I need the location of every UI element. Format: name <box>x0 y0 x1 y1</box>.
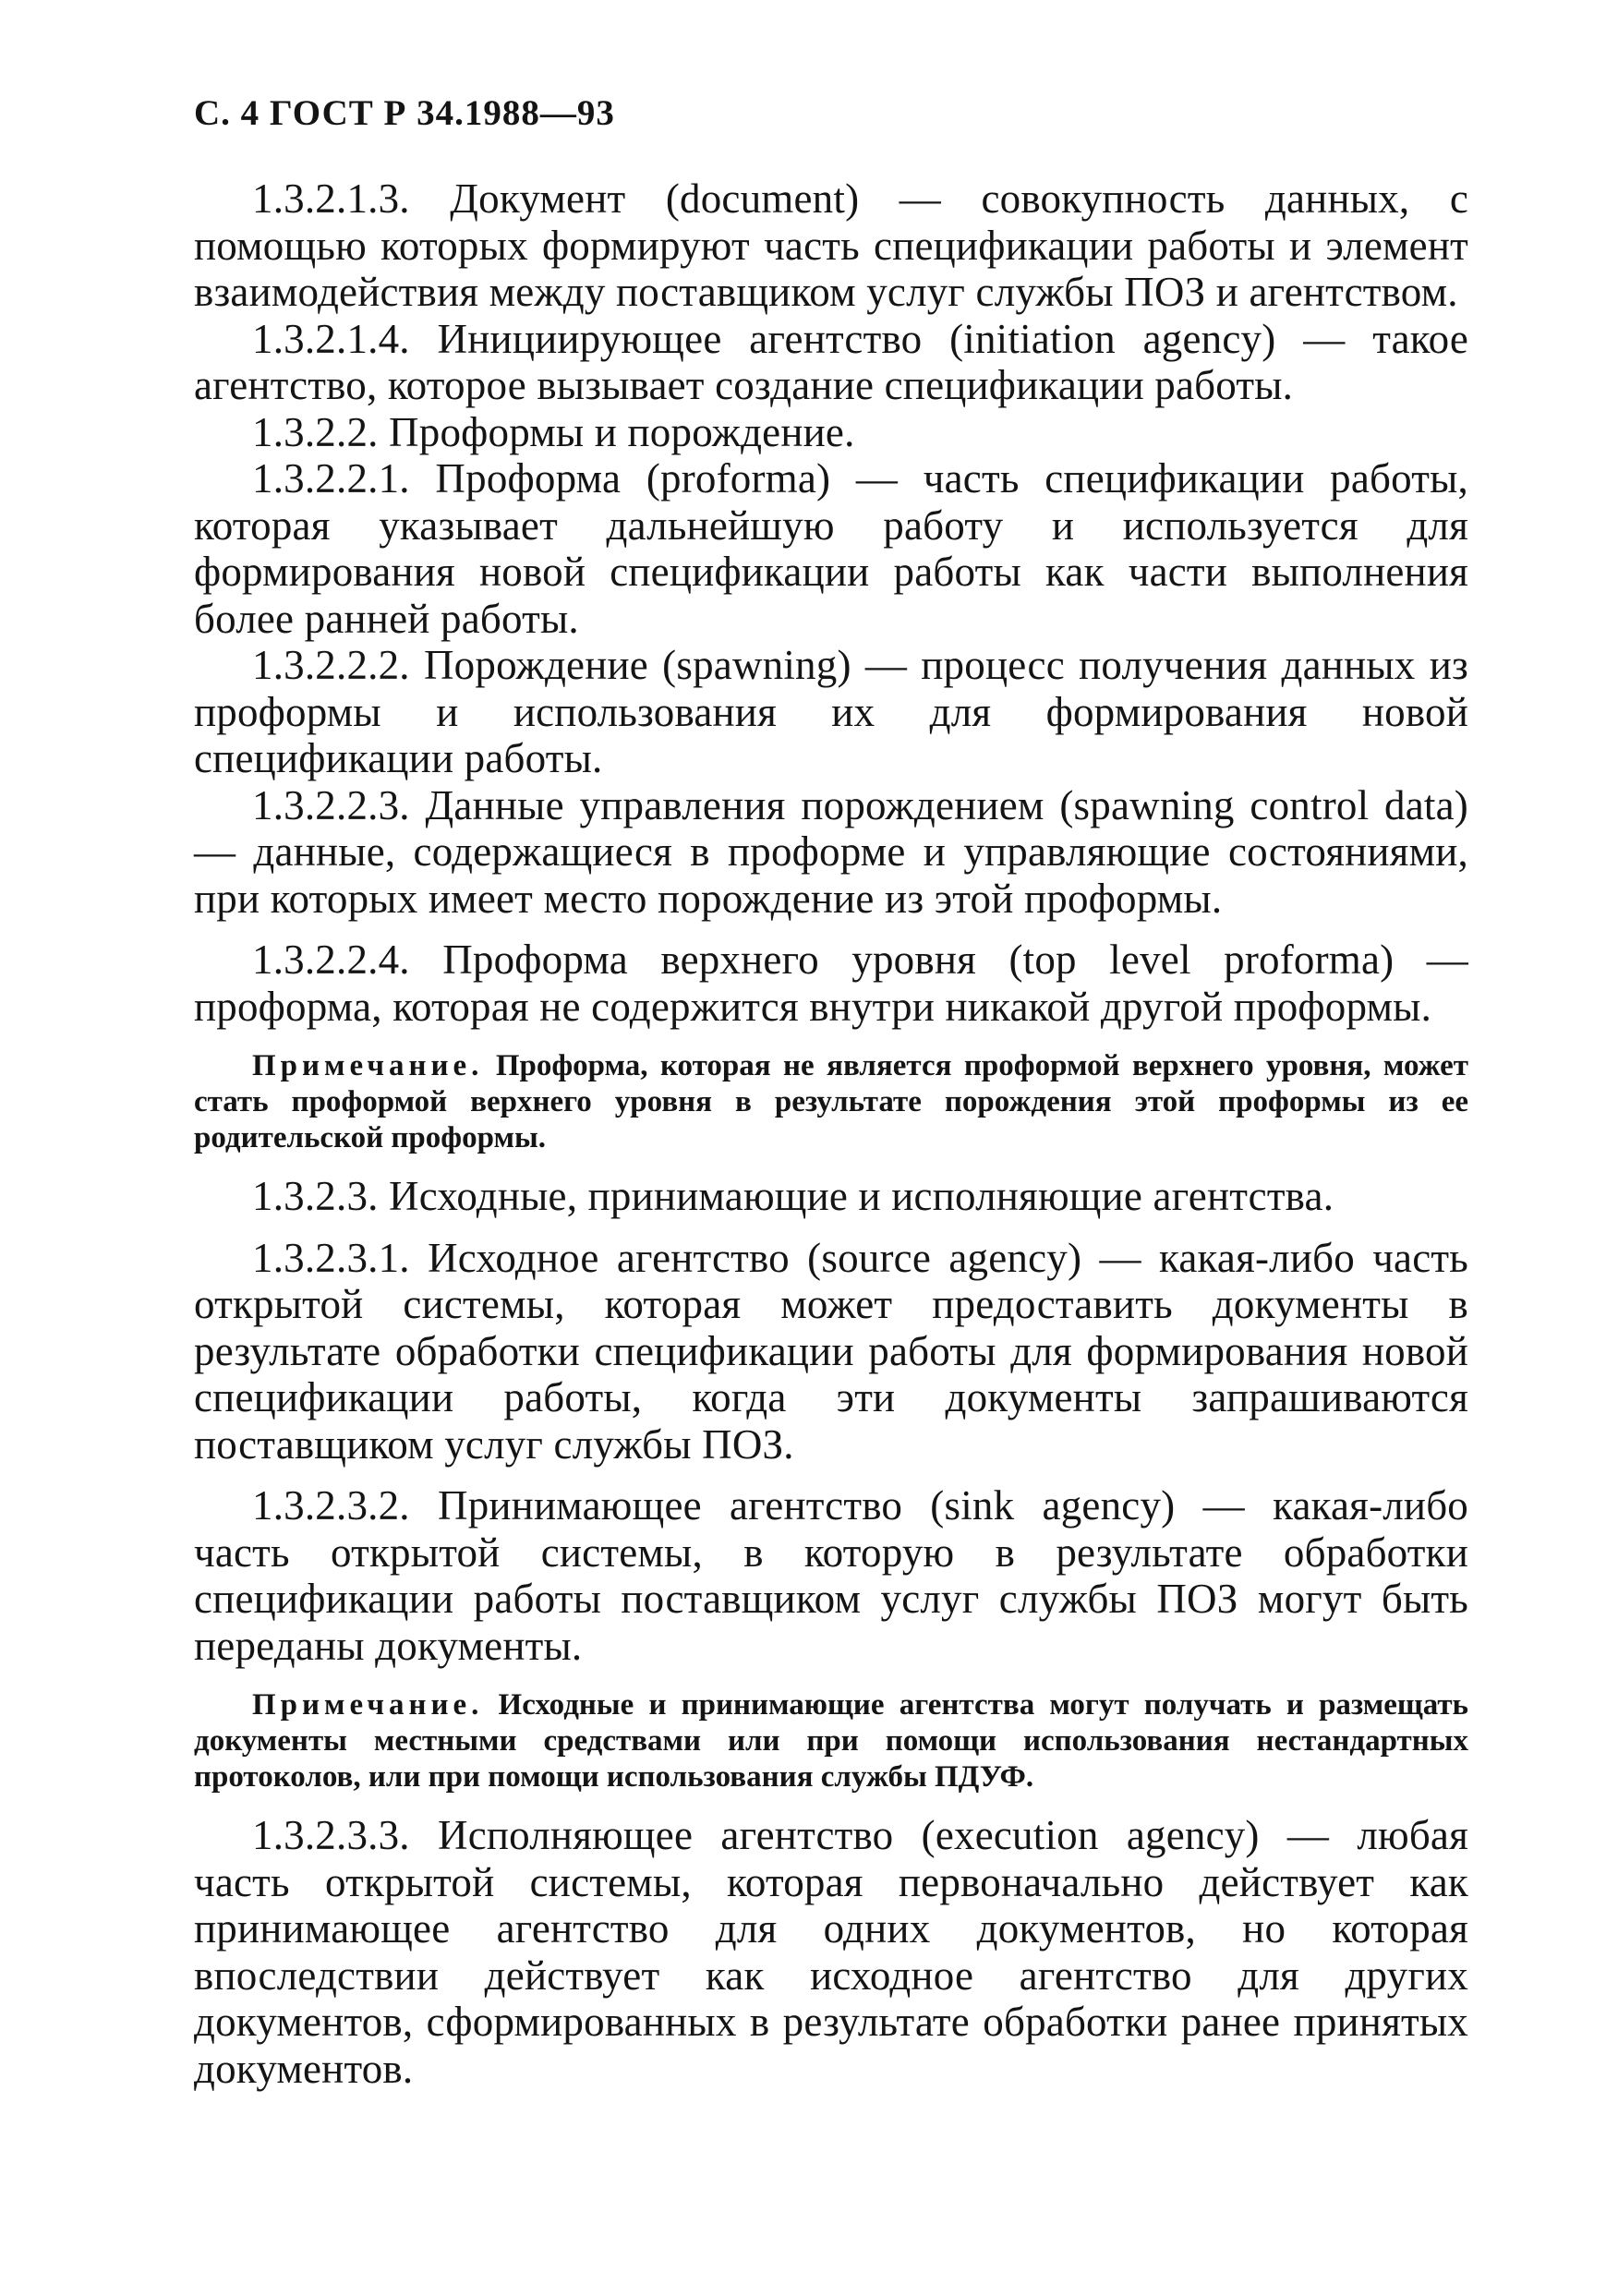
note-label: Примечание. <box>252 1049 484 1082</box>
paragraph-sink-agency: 1.3.2.3.2. Принимающее агентство (sink agency) — какая-либо часть открытой системы, в которую в результате обработки спецификации работы поставщиком услуг службы ПОЗ могут быть переданы документы. <box>194 1482 1468 1669</box>
paragraph-spawning-definition: 1.3.2.2.2. Порождение (spawning) — процесс получения данных из проформы и использования их для формирования новой спецификации работы. <box>194 642 1468 781</box>
note-text: Исходные и принимающие агентства могут получать и размещать документы местными средствами или при помощи использования нестандартных протоколов, или при помощи использования службы ПДУФ. <box>194 1688 1469 1794</box>
paragraph-initiation-agency: 1.3.2.1.4. Инициирующее агентство (initiation agency) — такое агентство, которое вызывает создание спецификации работы. <box>194 315 1468 408</box>
paragraph-spawning-control-data: 1.3.2.2.3. Данные управления порождением (spawning control data) — данные, содержащиеся в проформе и управляющие состояниями, при которых имеет место порождение из этой проформы. <box>194 781 1468 922</box>
paragraph-source-agency: 1.3.2.3.1. Исходное агентство (source agency) — какая-либо часть открытой системы, которая может предоставить документы в результате обработки спецификации работы для формирования новой спецификации работы, когда эти документы запрашиваются поставщиком услуг службы ПОЗ. <box>194 1234 1468 1468</box>
paragraph-document-definition: 1.3.2.1.3. Документ (document) — совокупность данных, с помощью которых формируют часть спецификации работы и элемент взаимодействия между поставщиком услуг службы ПОЗ и агентством. <box>194 175 1468 315</box>
note-top-level-proforma <box>194 1048 1468 1156</box>
paragraph-top-level-proforma: 1.3.2.2.4. Проформа верхнего уровня (top level proforma) — проформа, которая не содержится внутри никакой другой проформы. <box>194 937 1468 1030</box>
note-label: Примечание. <box>252 1688 484 1722</box>
page-header: С. 4 ГОСТ Р 34.1988—93 <box>194 93 615 133</box>
note-text: Проформа, которая не является проформой верхнего уровня, может стать проформой верхнего уровня в результате порождения этой проформы из ее родительской проформы. <box>194 1049 1468 1154</box>
note-source-sink-agencies <box>194 1687 1468 1795</box>
paragraph-proformas-heading: 1.3.2.2. Проформы и порождение. <box>252 408 855 455</box>
paragraph-proforma-definition: 1.3.2.2.1. Проформа (proforma) — часть спецификации работы, которая указывает дальнейшую работу и используется для формирования новой спецификации работы как части выполнения более ранней работы. <box>194 455 1468 642</box>
paragraph-execution-agency: 1.3.2.3.3. Исполняющее агентство (execution agency) — любая часть открытой системы, которая первоначально действует как принимающее агентство для одних документов, но которая впоследствии действует как исходное агентство для других документов, сформированных в результате обработки ранее принятых документов. <box>194 1812 1468 2092</box>
document-body <box>194 175 1468 2092</box>
paragraph-agencies-heading: 1.3.2.3. Исходные, принимающие и исполняющие агентства. <box>252 1173 1334 1219</box>
